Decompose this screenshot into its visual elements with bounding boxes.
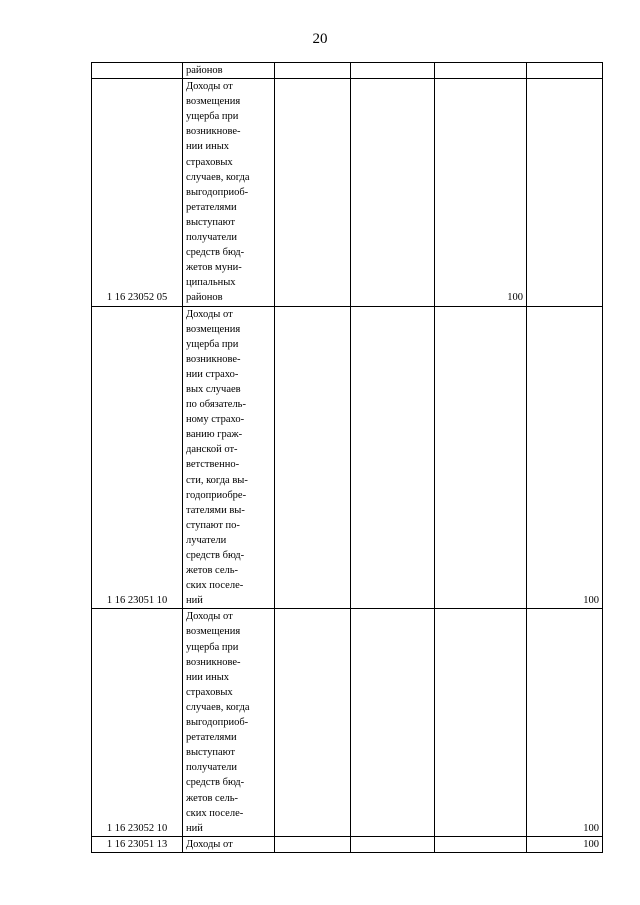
row-code: 1 16 23052 05: [92, 79, 183, 306]
row-name: Доходы от возмещения ущерба при возникнове- нии страхо- вых случаев по обязатель- ному страхо- ванию граж- данской от- ветственно- сти, когда вы- годоприобре- тателями вы- ступают по- лучатели средств бюд- жетов сель- ских поселе- ний: [183, 306, 275, 609]
row-value-3: [435, 63, 527, 79]
row-value-2: [351, 306, 435, 609]
row-code: 1 16 23051 13: [92, 836, 183, 852]
row-value-2: [351, 609, 435, 836]
row-value-2: [351, 836, 435, 852]
row-value-2: [351, 79, 435, 306]
row-value-1: [275, 63, 351, 79]
row-value-1: [275, 836, 351, 852]
row-name: районов: [183, 63, 275, 79]
row-value-4: 100: [527, 306, 603, 609]
row-value-3: 100: [435, 79, 527, 306]
row-code: 1 16 23051 10: [92, 306, 183, 609]
row-code: [92, 63, 183, 79]
table-row: [92, 836, 603, 852]
row-value-4: [527, 79, 603, 306]
row-value-4: 100: [527, 836, 603, 852]
row-name: Доходы от: [183, 836, 275, 852]
row-value-3: [435, 306, 527, 609]
row-value-2: [351, 63, 435, 79]
row-name: Доходы от возмещения ущерба при возникнове- нии иных страховых случаев, когда выгодоприоб- ретателями выступают получатели средств бюд- жетов сель- ских поселе- ний: [183, 609, 275, 836]
table-row: [92, 79, 603, 306]
table-row: [92, 63, 603, 79]
row-value-1: [275, 79, 351, 306]
row-value-3: [435, 836, 527, 852]
row-value-3: [435, 609, 527, 836]
table-row: [92, 609, 603, 836]
row-value-1: [275, 306, 351, 609]
row-value-4: 100: [527, 609, 603, 836]
row-code: 1 16 23052 10: [92, 609, 183, 836]
row-value-1: [275, 609, 351, 836]
row-name: Доходы от возмещения ущерба при возникнове- нии иных страховых случаев, когда выгодоприоб- ретателями выступают получатели средств бюд- жетов муни- ципальных районов: [183, 79, 275, 306]
row-value-4: [527, 63, 603, 79]
page-number: 20: [312, 31, 328, 47]
budget-revenue-table: [91, 62, 603, 853]
table-row: [92, 306, 603, 609]
